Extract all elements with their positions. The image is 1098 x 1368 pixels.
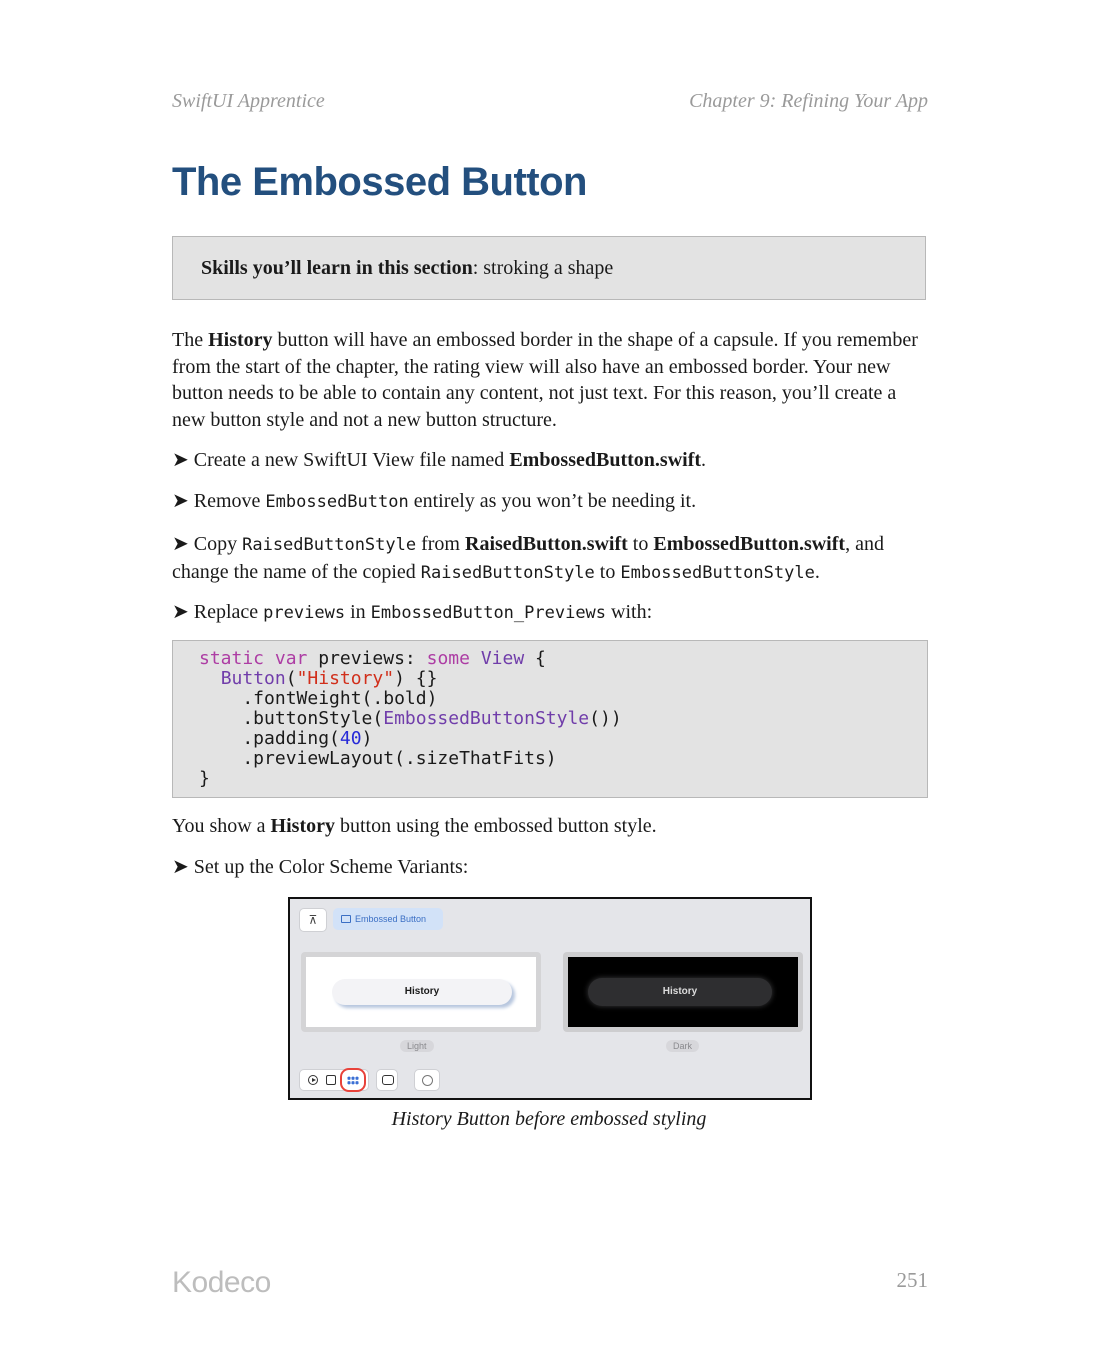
code-number: 40 bbox=[339, 728, 362, 749]
device-settings-button[interactable] bbox=[376, 1069, 398, 1091]
code-text: previews bbox=[263, 603, 346, 623]
preview-tab[interactable] bbox=[333, 908, 443, 930]
light-preview-canvas bbox=[306, 957, 536, 1027]
step-remove-struct bbox=[172, 488, 928, 516]
play-icon[interactable] bbox=[308, 1075, 318, 1085]
code-string: "History" bbox=[296, 668, 395, 689]
text: . bbox=[814, 560, 820, 583]
text: , and change the name of the copied bbox=[172, 533, 884, 583]
code-keyword: some bbox=[426, 648, 470, 669]
light-preview bbox=[301, 952, 541, 1032]
code-text bbox=[470, 648, 481, 669]
running-header-book: SwiftUI Apprentice bbox=[172, 90, 325, 112]
dark-preview bbox=[563, 952, 803, 1032]
code-text: .buttonStyle( bbox=[199, 708, 384, 729]
history-button-dark[interactable]: History bbox=[588, 978, 772, 1006]
code-text: RaisedButtonStyle bbox=[420, 562, 595, 583]
step-replace-previews bbox=[172, 599, 928, 627]
canvas-mode-toolbar bbox=[299, 1069, 369, 1091]
code-keyword: var bbox=[274, 648, 308, 669]
text: ➤ Replace bbox=[172, 601, 264, 623]
code-keyword: static bbox=[199, 648, 265, 669]
text: to bbox=[627, 533, 654, 555]
bold-text: EmbossedButton.swift bbox=[509, 449, 702, 471]
code-text bbox=[199, 668, 221, 689]
code-text bbox=[264, 648, 275, 669]
text: ➤ Set up the Color Scheme Variants: bbox=[172, 856, 469, 878]
text: entirely as you won’t be needing it. bbox=[408, 490, 697, 512]
skills-box bbox=[172, 236, 926, 300]
code-text: EmbossedButton bbox=[265, 492, 409, 512]
target-icon bbox=[422, 1075, 433, 1086]
code-text: .padding( bbox=[199, 728, 340, 749]
text: button using the embossed button style. bbox=[334, 815, 657, 837]
target-button[interactable] bbox=[414, 1069, 440, 1091]
light-label: Light bbox=[400, 1040, 434, 1052]
skills-text: : stroking a shape bbox=[472, 257, 614, 279]
history-button-light[interactable]: History bbox=[332, 979, 512, 1005]
code-text: } bbox=[199, 768, 210, 789]
bold-text: History bbox=[270, 815, 335, 837]
step-color-variants bbox=[172, 854, 928, 881]
code-text: RaisedButtonStyle bbox=[242, 535, 417, 555]
text: The bbox=[172, 329, 209, 351]
intro-paragraph bbox=[172, 327, 928, 433]
result-paragraph bbox=[172, 813, 928, 840]
text: You show a bbox=[172, 815, 271, 837]
code-type: Button bbox=[220, 668, 286, 689]
text: from bbox=[416, 533, 465, 555]
code-text: ) {} bbox=[394, 668, 438, 689]
code-text: .previewLayout(.sizeThatFits) bbox=[199, 748, 557, 769]
code-text: ) bbox=[361, 728, 373, 749]
step-create-file bbox=[172, 447, 928, 474]
bold-text: EmbossedButton.swift bbox=[653, 533, 846, 555]
select-icon[interactable] bbox=[326, 1075, 336, 1085]
skills-label: Skills you’ll learn in this section bbox=[201, 257, 473, 279]
code-text: { bbox=[524, 648, 546, 669]
text: . bbox=[701, 449, 707, 471]
text: to bbox=[594, 560, 621, 583]
running-header-chapter: Chapter 9: Refining Your App bbox=[689, 90, 928, 112]
kodeco-logo: Kodeco bbox=[172, 1266, 271, 1299]
text: ➤ Create a new SwiftUI View file named bbox=[172, 449, 510, 471]
section-title: The Embossed Button bbox=[172, 160, 587, 204]
figure-caption: History Button before embossed styling bbox=[391, 1108, 707, 1130]
code-text: previews: bbox=[307, 648, 427, 669]
dark-label: Dark bbox=[666, 1040, 699, 1052]
text: with: bbox=[606, 601, 653, 623]
page-number: 251 bbox=[896, 1268, 928, 1292]
bold-text: History bbox=[208, 329, 273, 351]
preview-tab-label: Embossed Button bbox=[355, 914, 427, 924]
pin-icon[interactable]: ⊼ bbox=[299, 908, 327, 932]
preview-screenshot bbox=[288, 897, 812, 1100]
code-block bbox=[172, 640, 928, 798]
device-settings-icon bbox=[382, 1075, 394, 1085]
highlight-circle bbox=[340, 1068, 366, 1092]
text: in bbox=[345, 601, 371, 623]
code-text: ()) bbox=[589, 708, 622, 729]
text: ➤ Remove bbox=[172, 490, 266, 512]
bold-text: RaisedButton.swift bbox=[465, 533, 628, 555]
preview-tab-icon bbox=[341, 915, 351, 923]
code-type: EmbossedButtonStyle bbox=[383, 708, 590, 729]
step-copy-style bbox=[172, 531, 928, 586]
text: button will have an embossed border in the shape of a capsule. If you remember from the start of the chapter, the rating view will also have an embossed border. Your new button needs to be able to contain any content, not just text. For this reason, you’ll create a new button style and not a new button structure. bbox=[172, 329, 918, 431]
text: ➤ Copy bbox=[172, 533, 243, 555]
dark-preview-canvas bbox=[568, 957, 798, 1027]
code-text: .fontWeight(.bold) bbox=[199, 688, 438, 709]
code-text: EmbossedButtonStyle bbox=[620, 562, 815, 583]
code-text: ( bbox=[285, 668, 297, 689]
code-type: View bbox=[480, 648, 525, 669]
code-text: EmbossedButton_Previews bbox=[370, 603, 607, 623]
